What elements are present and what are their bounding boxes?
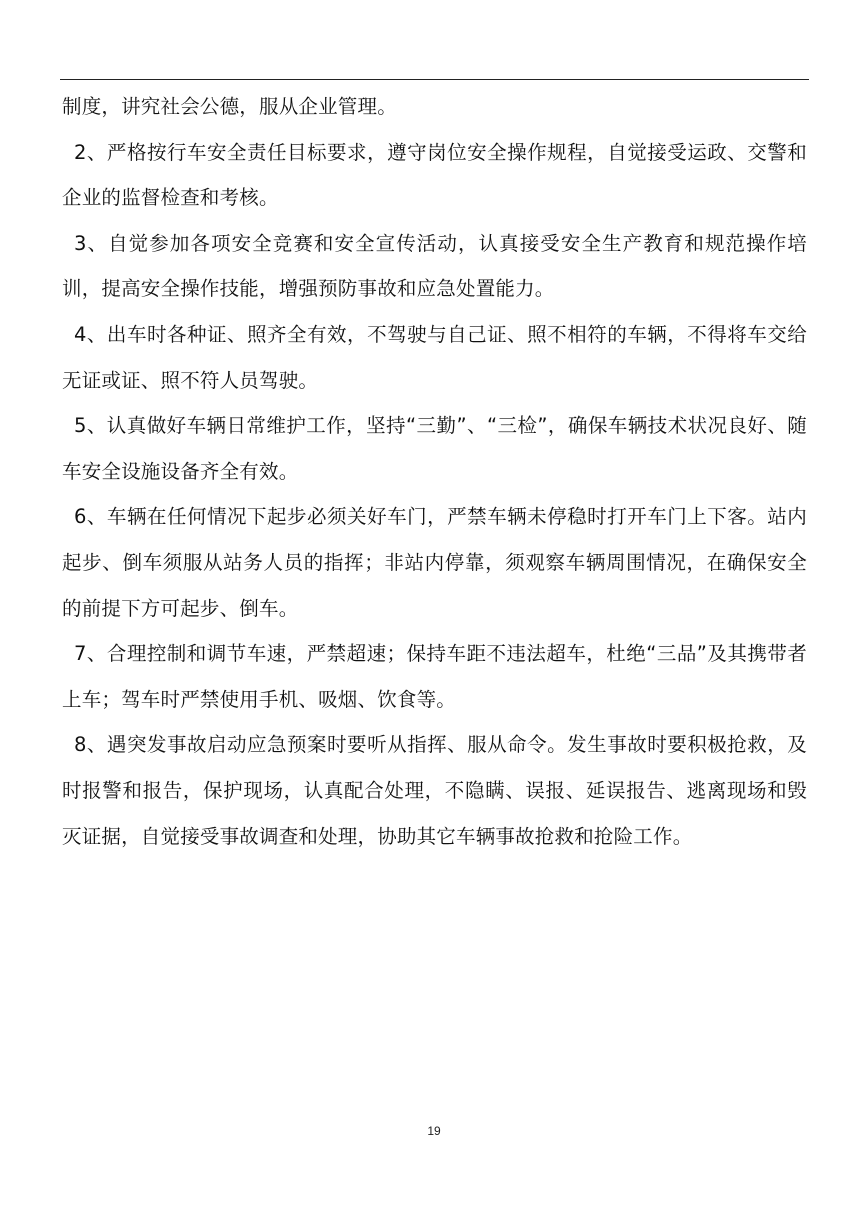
paragraph-item-8: 8、遇突发事故启动应急预案时要听从指挥、服从命令。发生事故时要积极抢救，及时报警和报告，保护现场，认真配合处理，不隐瞒、误报、延误报告、逃离现场和毁灭证据，自觉接受事故调查和处理，协助其它车辆事故抢救和抢险工作。 — [62, 733, 807, 848]
paragraph-item-7: 7、合理控制和调节车速，严禁超速；保持车距不违法超车，杜绝“三品”及其携带者上车；驾车时严禁使用手机、吸烟、饮食等。 — [62, 642, 807, 711]
document-body — [62, 84, 807, 859]
paragraph-item-3: 3、自觉参加各项安全竞赛和安全宣传活动，认真接受安全生产教育和规范操作培训，提高安全操作技能，增强预防事故和应急处置能力。 — [62, 231, 807, 301]
paragraph-item-5: 5、认真做好车辆日常维护工作，坚持“三勤”、“三检”，确保车辆技术状况良好、随车安全设施设备齐全有效。 — [62, 414, 807, 483]
paragraph-item-6: 6、车辆在任何情况下起步必须关好车门，严禁车辆未停稳时打开车门上下客。站内起步、倒车须服从站务人员的指挥；非站内停靠，须观察车辆周围情况，在确保安全的前提下方可起步、倒车。 — [62, 505, 807, 620]
paragraph-item-4: 4、出车时各种证、照齐全有效，不驾驶与自己证、照不相符的车辆，不得将车交给无证或证、照不符人员驾驶。 — [62, 322, 807, 392]
paragraph-item-2: 2、严格按行车安全责任目标要求，遵守岗位安全操作规程，自觉接受运政、交警和企业的监督检查和考核。 — [62, 140, 807, 210]
page-number: 19 — [427, 1124, 441, 1138]
paragraph-continuation: 制度，讲究社会公德，服从企业管理。 — [62, 95, 397, 118]
header-rule — [60, 79, 809, 80]
